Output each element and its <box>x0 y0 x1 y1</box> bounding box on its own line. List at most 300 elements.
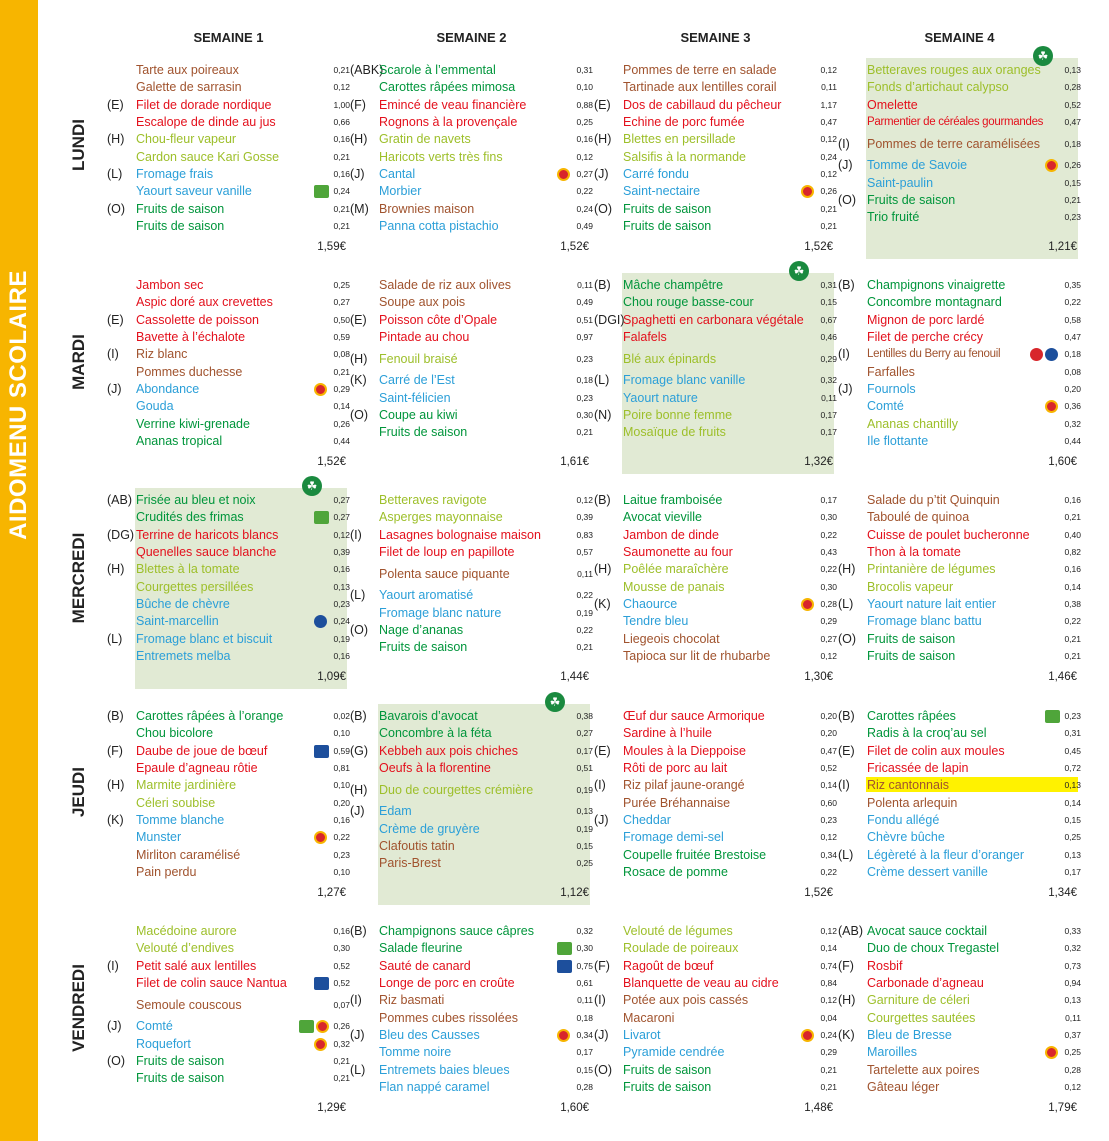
dish-name: Fruits de saison <box>136 1053 225 1068</box>
dish-name: Marmite jardinière <box>136 778 237 793</box>
dish-price: 0,10 <box>333 780 350 791</box>
menu-item <box>107 131 350 148</box>
menu-item <box>107 631 350 648</box>
dish-price: 0,21 <box>820 1064 837 1075</box>
ab-label-icon <box>314 185 329 198</box>
dish-price: 0,50 <box>333 314 350 325</box>
menu-item <box>107 940 350 957</box>
dish-name: Courgettes persillées <box>136 579 254 594</box>
dish-price: 0,22 <box>576 590 593 601</box>
menu-item <box>350 218 593 235</box>
dish-name: Saint-marcellin <box>136 614 219 629</box>
dish-name: Bûche de chèvre <box>136 596 230 611</box>
dish-name: Pommes de terre caramélisées <box>867 136 1040 151</box>
menu-item <box>350 114 593 131</box>
dish-name: Cardon sauce Kari Gosse <box>136 149 280 164</box>
menu-item <box>594 579 837 596</box>
dish-price: 0,18 <box>576 1012 593 1023</box>
menu-item <box>107 527 350 544</box>
dish-name: Blé aux épinards <box>623 351 717 366</box>
dish-name: Scarole à l’emmental <box>379 63 496 78</box>
dish-name: Emincé de veau financière <box>379 97 527 112</box>
allergen-code: (AB) <box>107 493 132 508</box>
allergen-code: (L) <box>838 847 854 862</box>
dish-name: Mâche champêtre <box>623 278 724 293</box>
menu-item <box>107 795 350 812</box>
menu-item <box>594 329 837 346</box>
dish-price: 0,21 <box>333 1073 350 1084</box>
dish-price: 0,52 <box>1064 99 1081 110</box>
menu-item <box>107 725 350 742</box>
dish-price: 0,21 <box>1064 633 1081 644</box>
dish-price: 0,21 <box>333 151 350 162</box>
dish-name: Entremets baies bleues <box>379 1062 510 1077</box>
dish-name: Haricots verts très fins <box>379 149 503 164</box>
menu-total-price: 1,52€ <box>317 456 346 468</box>
menu-item <box>594 183 837 200</box>
menu-item <box>594 1044 837 1061</box>
menu-item <box>838 175 1081 192</box>
dish-name: Blettes en persillade <box>623 132 736 147</box>
menu-item <box>350 97 593 114</box>
menu-item <box>838 958 1081 975</box>
menu-item <box>350 803 593 820</box>
menu-item <box>594 760 837 777</box>
dish-price: 0,40 <box>1064 529 1081 540</box>
dish-name: Mirliton caramélisé <box>136 847 241 862</box>
dish-name: Maroilles <box>867 1045 918 1060</box>
dish-price: 0,15 <box>1064 814 1081 825</box>
dish-name: Verrine kiwi-grenade <box>136 416 250 431</box>
dish-price: 0,11 <box>1065 1012 1081 1023</box>
allergen-code: (I) <box>594 993 606 1008</box>
menu-item <box>594 1027 837 1044</box>
menu-item <box>594 975 837 992</box>
menu-item <box>594 149 837 166</box>
menu-item <box>107 760 350 777</box>
dish-name: Comté <box>867 399 904 414</box>
allergen-code: (H) <box>594 132 612 147</box>
dish-name: Fromage blanc et biscuit <box>136 631 273 646</box>
dish-price: 0,21 <box>820 1081 837 1092</box>
dish-name: Galette de sarrasin <box>136 80 242 95</box>
allergen-code: (K) <box>350 373 367 388</box>
menu-item <box>594 131 837 148</box>
dish-name: Bleu des Causses <box>379 1027 480 1042</box>
ab-label-icon <box>1045 710 1060 723</box>
menu-item <box>350 708 593 725</box>
dish-price: 0,58 <box>1064 314 1081 325</box>
menu-item <box>838 346 1081 363</box>
dish-price: 0,12 <box>333 82 350 93</box>
dish-price: 0,29 <box>333 383 350 394</box>
dish-price: 0,31 <box>576 65 593 76</box>
dish-name: Filet de colin sauce Nantua <box>136 976 287 991</box>
dish-name: Riz blanc <box>136 347 188 362</box>
menu-item <box>594 958 837 975</box>
menu-item <box>350 166 593 183</box>
dish-price: 0,59 <box>333 332 350 343</box>
menu-item <box>107 433 350 450</box>
menu-item <box>107 829 350 846</box>
dish-name: Céleri soubise <box>136 795 216 810</box>
dish-name: Yaourt nature <box>623 390 698 405</box>
dish-name: Betteraves rouges aux oranges <box>867 63 1041 78</box>
dish-name: Pyramide cendrée <box>623 1045 725 1060</box>
dish-price: 0,16 <box>333 814 350 825</box>
aop-label-icon <box>314 383 327 396</box>
menu-total-price: 1,21€ <box>1048 241 1077 253</box>
menu-item <box>838 114 1081 131</box>
dish-price: 0,21 <box>1064 512 1081 523</box>
menu-item <box>838 725 1081 742</box>
dish-price: 0,16 <box>1064 495 1081 506</box>
dish-price: 0,18 <box>1064 138 1081 149</box>
dish-name: Bleu de Bresse <box>867 1027 952 1042</box>
menu-item <box>594 544 837 561</box>
allergen-code: (O) <box>107 1053 126 1068</box>
dish-price: 0,24 <box>333 186 350 197</box>
menu-item <box>838 329 1081 346</box>
dish-name: Fruits de saison <box>623 201 712 216</box>
dish-price: 0,60 <box>820 797 837 808</box>
dish-name: Fruits de saison <box>867 648 956 663</box>
dish-price: 0,31 <box>1064 728 1081 739</box>
allergen-code: (J) <box>350 1027 365 1042</box>
dish-name: Printanière de légumes <box>867 562 996 577</box>
allergen-code: (J) <box>594 1027 609 1042</box>
dish-price: 0,20 <box>820 728 837 739</box>
menu-item <box>838 940 1081 957</box>
allergen-code: (N) <box>594 407 612 422</box>
dish-name: Lentilles du Berry au fenouil <box>867 348 1001 361</box>
allergen-code: (F) <box>838 958 854 973</box>
dish-price: 0,10 <box>333 728 350 739</box>
dish-name: Poisson côte d’Opale <box>379 312 498 327</box>
dish-name: Cuisse de poulet bucheronne <box>867 527 1030 542</box>
dish-name: Daube de joue de bœuf <box>136 743 268 758</box>
menu-item <box>350 131 593 148</box>
dish-name: Yaourt aromatisé <box>379 588 474 603</box>
day-label-mardi: MARDI <box>69 334 88 390</box>
allergen-code: (H) <box>107 132 125 147</box>
menu-item <box>594 407 837 424</box>
dish-price: 0,23 <box>333 849 350 860</box>
lr-label-icon <box>1030 348 1043 361</box>
allergen-code: (H) <box>107 778 125 793</box>
dish-name: Carottes râpées à l’orange <box>136 709 284 724</box>
dish-price: 0,21 <box>820 203 837 214</box>
dish-price: 0,14 <box>333 401 350 412</box>
dish-name: Brocolis vapeur <box>867 579 954 594</box>
aop-label-icon <box>1045 1046 1058 1059</box>
dish-price: 0,44 <box>333 435 350 446</box>
dish-price: 0,81 <box>333 763 350 774</box>
menu-item <box>838 364 1081 381</box>
dish-price: 0,29 <box>820 616 837 627</box>
dish-name: Cheddar <box>623 812 671 827</box>
allergen-code: (H) <box>350 782 368 797</box>
dish-name: Farfalles <box>867 364 915 379</box>
dish-name: Flan nappé caramel <box>379 1079 490 1094</box>
menu-item <box>107 812 350 829</box>
day-label-lundi: LUNDI <box>69 119 88 171</box>
allergen-code: (L) <box>107 631 123 646</box>
menu-item <box>838 209 1081 226</box>
menu-item <box>107 114 350 131</box>
dish-name: Chou rouge basse-cour <box>623 295 754 310</box>
menu-item <box>594 79 837 96</box>
dish-price: 0,49 <box>576 297 593 308</box>
menu-item <box>107 294 350 311</box>
vegetarian-leaf-icon: ☘ <box>789 261 809 281</box>
dish-price: 0,34 <box>576 1029 593 1040</box>
dish-price: 0,11 <box>821 82 837 93</box>
allergen-code: (F) <box>107 743 123 758</box>
allergen-code: (J) <box>350 166 365 181</box>
menu-item <box>594 424 837 441</box>
dish-price: 0,19 <box>576 607 593 618</box>
menu-item <box>838 829 1081 846</box>
dish-price: 0,22 <box>576 624 593 635</box>
dish-name: Chèvre bûche <box>867 830 945 845</box>
menu-item <box>107 544 350 561</box>
allergen-code: (M) <box>350 201 369 216</box>
dish-price: 0,13 <box>1064 849 1081 860</box>
dish-price: 0,29 <box>820 1047 837 1058</box>
dish-name: Epaule d’agneau rôtie <box>136 761 258 776</box>
blason-label-icon <box>314 977 329 990</box>
menu-total-price: 1,09€ <box>317 671 346 683</box>
allergen-code: (K) <box>594 596 611 611</box>
dish-price: 0,13 <box>1064 780 1081 791</box>
dish-price: 0,32 <box>333 1038 350 1049</box>
dish-price: 0,30 <box>333 943 350 954</box>
dish-price: 0,12 <box>820 926 837 937</box>
dish-price: 0,27 <box>576 728 593 739</box>
dish-price: 0,13 <box>1064 995 1081 1006</box>
dish-name: Champignons vinaigrette <box>867 278 1006 293</box>
dish-name: Concombre à la féta <box>379 726 492 741</box>
dish-price: 0,16 <box>333 650 350 661</box>
dish-name: Crème dessert vanille <box>867 864 988 879</box>
dish-name: Soupe aux pois <box>379 295 466 310</box>
menu-item <box>594 294 837 311</box>
dish-name: Coupelle fruitée Brestoise <box>623 847 767 862</box>
menu-item <box>838 648 1081 665</box>
dish-name: Carottes râpées <box>867 709 956 724</box>
dish-name: Jambon sec <box>136 278 204 293</box>
allergen-code: (O) <box>350 407 369 422</box>
dish-price: 0,35 <box>1064 280 1081 291</box>
dish-price: 0,82 <box>1064 547 1081 558</box>
allergen-code: (E) <box>594 97 611 112</box>
menu-item <box>350 424 593 441</box>
dish-price: 0,22 <box>1064 616 1081 627</box>
dish-name: Tendre bleu <box>623 614 689 629</box>
allergen-code: (I) <box>350 993 362 1008</box>
dish-name: Betteraves ravigote <box>379 493 487 508</box>
dish-name: Trio fruité <box>867 210 920 225</box>
menu-total-price: 1,52€ <box>804 887 833 899</box>
menu-item <box>594 527 837 544</box>
dish-name: Garniture de céleri <box>867 993 970 1008</box>
menu-item <box>350 782 593 799</box>
menu-total-price: 1,52€ <box>560 241 589 253</box>
vegetarian-leaf-icon: ☘ <box>302 476 322 496</box>
dish-price: 0,45 <box>1064 745 1081 756</box>
dish-name: Tapioca sur lit de rhubarbe <box>623 648 771 663</box>
dish-price: 0,72 <box>1064 763 1081 774</box>
allergen-code: (O) <box>838 631 857 646</box>
menu-item <box>594 1079 837 1096</box>
allergen-code: (L) <box>107 166 123 181</box>
ab-label-icon <box>557 942 572 955</box>
menu-item <box>107 777 350 794</box>
dish-price: 0,24 <box>333 616 350 627</box>
dish-name: Filet de dorade nordique <box>136 97 272 112</box>
dish-name: Panna cotta pistachio <box>379 218 499 233</box>
menu-item <box>350 821 593 838</box>
blason-label-icon <box>557 960 572 973</box>
dish-name: Fruits de saison <box>136 1071 225 1086</box>
dish-price: 0,17 <box>576 745 593 756</box>
dish-name: Champignons sauce câpres <box>379 924 534 939</box>
allergen-code: (O) <box>350 622 369 637</box>
dish-name: Radis à la croq’au sel <box>867 726 987 741</box>
dish-name: Pommes cubes rissolées <box>379 1010 518 1025</box>
menu-total-price: 1,46€ <box>1048 671 1077 683</box>
menu-item <box>350 492 593 509</box>
dish-name: Fruits de saison <box>867 192 956 207</box>
menu-total-price: 1,12€ <box>560 887 589 899</box>
dish-price: 0,31 <box>820 280 837 291</box>
dish-name: Yaourt saveur vanille <box>136 184 252 199</box>
menu-item <box>107 1053 350 1070</box>
dish-price: 0,12 <box>1064 1081 1081 1092</box>
dish-name: Tomme de Savoie <box>867 158 968 173</box>
menu-item <box>107 561 350 578</box>
dish-name: Pommes duchesse <box>136 364 243 379</box>
allergen-code: (J) <box>107 381 122 396</box>
ab-label-icon <box>314 511 329 524</box>
dish-price: 0,47 <box>820 745 837 756</box>
allergen-code: (I) <box>350 527 362 542</box>
dish-name: Pain perdu <box>136 864 197 879</box>
allergen-code: (B) <box>107 709 124 724</box>
dish-price: 0,24 <box>820 1029 837 1040</box>
dish-name: Fruits de saison <box>136 201 225 216</box>
dish-name: Clafoutis tatin <box>379 838 455 853</box>
dish-price: 0,22 <box>820 529 837 540</box>
dish-name: Omelette <box>867 97 918 112</box>
menu-item <box>350 527 593 544</box>
dish-name: Laitue framboisée <box>623 493 723 508</box>
menu-item <box>594 114 837 131</box>
dish-price: 0,67 <box>820 314 837 325</box>
dish-name: Livarot <box>623 1027 661 1042</box>
menu-item <box>594 631 837 648</box>
dish-name: Blettes à la tomate <box>136 562 240 577</box>
menu-item <box>594 940 837 957</box>
dish-price: 0,32 <box>1064 418 1081 429</box>
week-header-3: SEMAINE 3 <box>680 30 751 45</box>
menu-item <box>594 312 837 329</box>
menu-item <box>350 725 593 742</box>
aop-label-icon <box>557 1029 570 1042</box>
menu-item <box>350 1044 593 1061</box>
menu-item <box>350 312 593 329</box>
dish-name: Roulade de poireaux <box>623 941 739 956</box>
dish-name: Munster <box>136 830 182 845</box>
dish-name: Saumonette au four <box>623 545 733 560</box>
sidebar-band <box>0 0 38 1141</box>
menu-item <box>838 708 1081 725</box>
aop-label-icon <box>1045 159 1058 172</box>
aop-label-icon <box>801 1029 814 1042</box>
dish-price: 1,17 <box>820 99 837 110</box>
aop-label-icon <box>801 185 814 198</box>
dish-name: Taboulé de quinoa <box>867 510 970 525</box>
dish-price: 0,32 <box>1064 943 1081 954</box>
dish-price: 0,12 <box>820 65 837 76</box>
dish-name: Filet de colin aux moules <box>867 743 1005 758</box>
menu-item <box>107 381 350 398</box>
menu-item <box>838 192 1081 209</box>
dish-name: Riz pilaf jaune-orangé <box>623 778 745 793</box>
dish-price: 0,12 <box>333 529 350 540</box>
dish-price: 0,23 <box>1064 212 1081 223</box>
menu-item <box>594 829 837 846</box>
dish-name: Mignon de porc lardé <box>867 312 985 327</box>
dish-name: Coupe au kiwi <box>379 407 458 422</box>
dish-name: Aspic doré aux crevettes <box>136 295 273 310</box>
dish-name: Crème de gruyère <box>379 821 480 836</box>
dish-name: Frisée au bleu et noix <box>136 493 256 508</box>
menu-item <box>838 864 1081 881</box>
dish-price: 0,22 <box>820 866 837 877</box>
menu-item <box>838 97 1081 114</box>
dish-name: Spaghetti en carbonara végétale <box>623 312 804 327</box>
dish-name: Œuf dur sauce Armorique <box>623 709 765 724</box>
dish-price: 0,25 <box>1064 1047 1081 1058</box>
menu-item <box>107 398 350 415</box>
day-label-vendredi: VENDREDI <box>69 964 88 1052</box>
blason-label-icon <box>314 745 329 758</box>
allergen-code: (J) <box>838 158 853 173</box>
dish-price: 0,11 <box>577 280 593 291</box>
menu-item <box>838 923 1081 940</box>
menu-item <box>107 847 350 864</box>
dish-price: 0,14 <box>1064 797 1081 808</box>
menu-item <box>594 992 837 1009</box>
lr2-label-icon <box>1045 348 1058 361</box>
dish-name: Mosaïque de fruits <box>623 425 726 440</box>
menu-item <box>350 855 593 872</box>
dish-price: 0,11 <box>821 392 837 403</box>
dish-name: Duo de choux Tregastel <box>867 941 1000 956</box>
menu-item <box>838 812 1081 829</box>
dish-name: Chou-fleur vapeur <box>136 132 237 147</box>
dish-name: Semoule couscous <box>136 997 242 1012</box>
menu-item <box>594 561 837 578</box>
menu-item <box>838 294 1081 311</box>
dish-name: Ananas chantilly <box>867 416 959 431</box>
menu-item <box>838 1027 1081 1044</box>
dish-price: 0,52 <box>820 763 837 774</box>
dish-price: 0,39 <box>333 547 350 558</box>
dish-price: 0,21 <box>576 642 593 653</box>
